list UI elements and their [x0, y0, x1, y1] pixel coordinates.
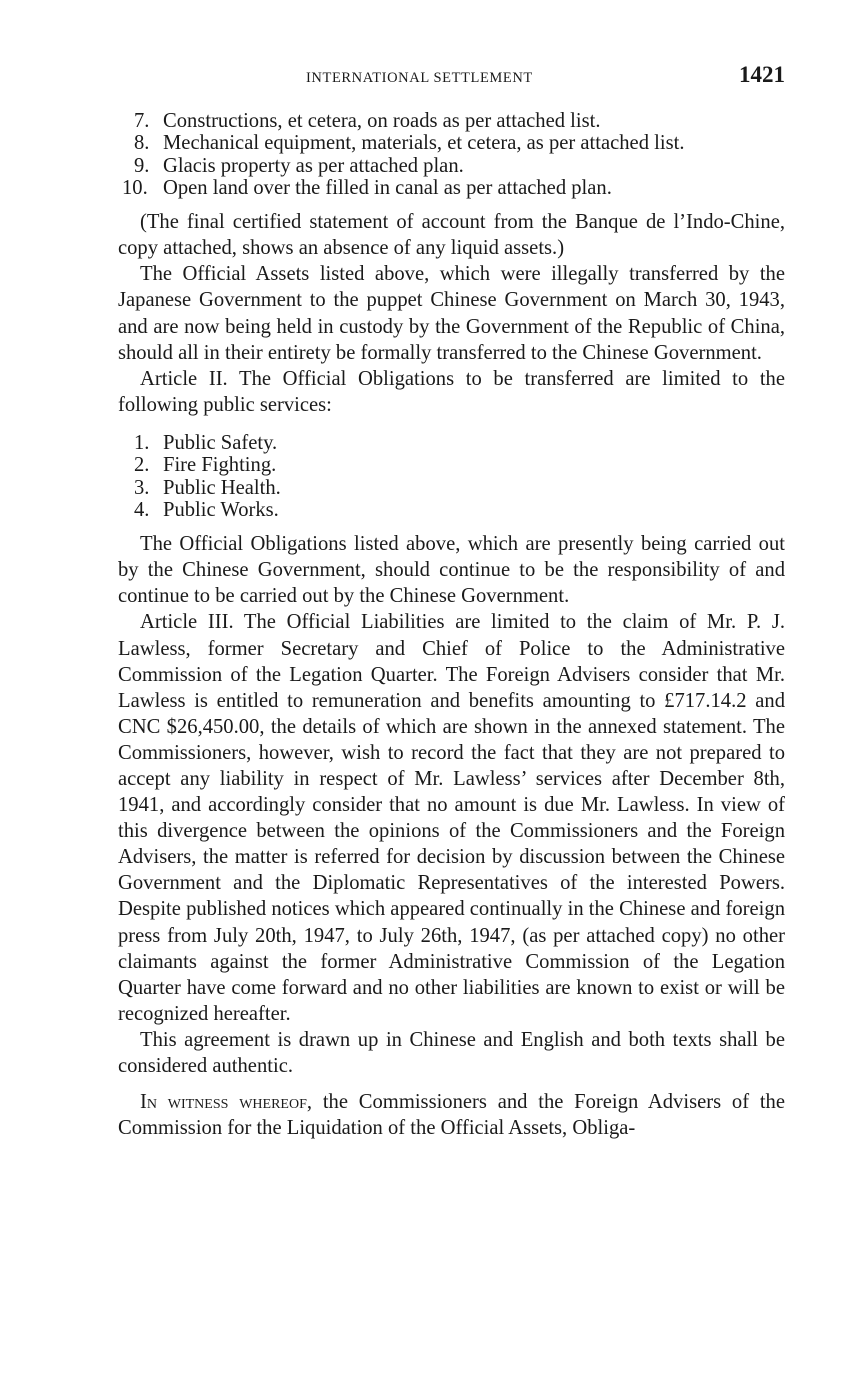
- list-item-number: 9.: [134, 154, 150, 177]
- list-item-text: Glacis property as per attached plan.: [163, 154, 464, 177]
- list-item-number: 4.: [134, 498, 150, 521]
- running-header: [118, 62, 785, 96]
- list-item-text: Public Safety.: [163, 431, 278, 454]
- list-item-number: 7.: [134, 110, 150, 132]
- list-item-number: 8.: [134, 132, 150, 155]
- list-item: [118, 110, 785, 132]
- page-number: 1421: [739, 62, 785, 87]
- list-item-number: 3.: [134, 476, 150, 499]
- list-item-text: Public Works.: [163, 498, 279, 521]
- paragraph-article-iii: Article III. The Official Liabilities are limited to the claim of Mr. P. J. Lawless, former Secretary and Chief of Police to the Administrative Commission of the Legation Quarter. The Foreign Advisers consider that Mr. Lawless is entitled to remuneration and benefits amounting to £717.14.2 and CNC $26,450.00, the details of which are shown in the annexed statement. The Commissioners, however, wish to record the fact that they are not prepared to accept any liability in respect of Mr. Lawless’ services after December 8th, 1941, and accordingly consider that no amount is due Mr. Lawless. In view of this divergence between the opinions of the Commissioners and the Foreign Advisers, the matter is referred for decision by discussion between the Chinese Government and the Diplomatic Representatives of the interested Powers. Despite published notices which appeared continually in the Chinese and foreign press from July 20th, 1947, to July 26th, 1947, (as per attached copy) no other claimants against the former Administrative Commission of the Legation Quarter have come forward and no other liabilities are known to exist or will be recognized hereafter.: [118, 611, 785, 1025]
- assets-list: [118, 110, 785, 199]
- list-item-text: Mechanical equipment, materials, et cetera, as per attached list.: [163, 132, 685, 155]
- list-item: [118, 432, 785, 454]
- in-witness-text: the Commissioners and the Foreign Advisers of the Commission for the Liquidation of the Official Assets, Obliga-: [118, 1091, 785, 1140]
- list-item-text: Open land over the filled in canal as per attached plan.: [163, 176, 612, 199]
- services-list: [118, 432, 785, 521]
- paragraph-official-obligations: The Official Obligations listed above, which are presently being carried out by the Chinese Government, should continue to be the responsibility of and continue to be carried out by the Chinese Government.: [118, 533, 785, 608]
- list-item: [118, 155, 785, 177]
- paragraph-article-ii: Article II. The Official Obligations to be transferred are limited to the following public services:: [118, 367, 785, 416]
- paragraph-official-assets: The Official Assets listed above, which were illegally transferred by the Japanese Government to the puppet Chinese Government on March 30, 1943, and are now being held in custody by the Government of the Republic of China, should all in their entirety be formally transferred to the Chinese Government.: [118, 263, 785, 364]
- list-item-text: Constructions, et cetera, on roads as per attached list.: [163, 110, 601, 132]
- list-item-number: 2.: [134, 454, 150, 477]
- list-item: [118, 477, 785, 499]
- list-item-text: Public Health.: [163, 476, 281, 499]
- list-item-text: Fire Fighting.: [163, 454, 277, 477]
- running-title: INTERNATIONAL SETTLEMENT: [306, 70, 533, 86]
- list-item: [118, 499, 785, 521]
- list-item-number: 1.: [134, 431, 150, 454]
- in-witness-lead: In witness whereof,: [140, 1091, 313, 1114]
- list-item: [118, 454, 785, 476]
- list-item: [118, 177, 785, 199]
- document-page: [118, 62, 785, 1141]
- list-item: [118, 132, 785, 154]
- paragraph-in-witness: [118, 1089, 785, 1141]
- list-item-number: 10.: [122, 176, 148, 199]
- paragraph-liquid-assets: (The final certified statement of account from the Banque de l’Indo-Chine, copy attached, shows an absence of any liquid assets.): [118, 211, 785, 260]
- paragraph-authentic-texts: This agreement is drawn up in Chinese and English and both texts shall be considered authentic.: [118, 1028, 785, 1077]
